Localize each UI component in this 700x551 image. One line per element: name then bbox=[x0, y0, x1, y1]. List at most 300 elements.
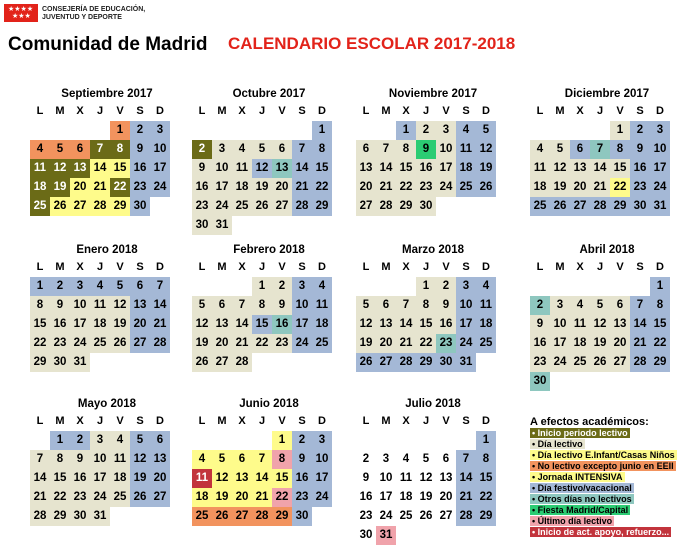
day-cell: 4 bbox=[476, 277, 496, 296]
day-cell: 14 bbox=[150, 296, 170, 315]
day-cell: 30 bbox=[292, 507, 312, 526]
empty-cell bbox=[312, 216, 332, 235]
empty-cell bbox=[110, 507, 130, 526]
empty-cell bbox=[150, 197, 170, 216]
day-cell: 5 bbox=[356, 296, 376, 315]
day-cell: 2 bbox=[292, 431, 312, 450]
day-cell: 25 bbox=[232, 197, 252, 216]
day-cell: 30 bbox=[359, 529, 373, 541]
day-cell: 28 bbox=[232, 353, 252, 372]
day-cell: 8 bbox=[650, 296, 670, 315]
day-cell: 3 bbox=[650, 121, 670, 140]
weekday-header: V bbox=[616, 105, 624, 117]
weekday-header: L bbox=[362, 105, 370, 117]
day-cell: 9 bbox=[416, 140, 436, 159]
empty-cell bbox=[110, 353, 130, 372]
day-cell: 1 bbox=[30, 277, 50, 296]
weekday-header: X bbox=[76, 415, 84, 427]
day-cell: 17 bbox=[550, 334, 570, 353]
empty-cell bbox=[610, 372, 630, 391]
day-cell: 8 bbox=[476, 450, 496, 469]
day-cell: 4 bbox=[90, 277, 110, 296]
empty-cell bbox=[232, 277, 252, 296]
month-name: Mayo 2018 bbox=[77, 398, 137, 410]
day-cell: 6 bbox=[232, 450, 252, 469]
day-cell: 10 bbox=[650, 140, 670, 159]
empty-cell bbox=[232, 216, 252, 235]
month-name: Marzo 2018 bbox=[401, 244, 464, 256]
day-cell: 19 bbox=[130, 469, 150, 488]
day-cell: 10 bbox=[90, 450, 110, 469]
day-cell: 29 bbox=[110, 197, 130, 216]
day-cell: 21 bbox=[376, 178, 396, 197]
empty-cell bbox=[476, 197, 496, 216]
weekday-header: D bbox=[156, 261, 164, 273]
day-cell: 17 bbox=[436, 159, 456, 178]
month-grid bbox=[30, 102, 184, 216]
empty-cell bbox=[396, 277, 416, 296]
day-cell: 29 bbox=[610, 197, 630, 216]
day-cell: 1 bbox=[476, 431, 496, 450]
day-cell: 21 bbox=[232, 334, 252, 353]
empty-cell bbox=[356, 277, 376, 296]
day-cell: 9 bbox=[192, 159, 212, 178]
day-cell: 15 bbox=[50, 469, 70, 488]
day-cell: 19 bbox=[419, 491, 433, 503]
flag-icon: ★★★★ ★★★ bbox=[4, 4, 38, 22]
day-cell: 20 bbox=[570, 178, 590, 197]
empty-cell bbox=[130, 507, 150, 526]
day-cell: 21 bbox=[630, 334, 650, 353]
org-department bbox=[42, 6, 145, 22]
day-cell: 12 bbox=[476, 140, 496, 159]
day-cell: 20 bbox=[150, 469, 170, 488]
month-grid bbox=[30, 412, 184, 526]
day-cell: 23 bbox=[416, 178, 436, 197]
day-cell: 14 bbox=[292, 159, 312, 178]
day-cell: 26 bbox=[590, 353, 610, 372]
day-cell: 23 bbox=[130, 178, 150, 197]
weekday-header: M bbox=[555, 105, 565, 117]
empty-cell bbox=[376, 121, 396, 140]
empty-cell bbox=[272, 121, 292, 140]
day-cell: 18 bbox=[456, 159, 476, 178]
weekday-header: X bbox=[76, 105, 84, 117]
day-cell: 20 bbox=[272, 178, 292, 197]
day-cell: 2 bbox=[436, 277, 456, 296]
weekday-header: J bbox=[96, 105, 104, 117]
empty-cell bbox=[292, 121, 312, 140]
weekday-header: M bbox=[217, 261, 227, 273]
day-cell: 11 bbox=[530, 159, 550, 178]
day-cell: 28 bbox=[292, 197, 312, 216]
day-cell: 27 bbox=[150, 488, 170, 507]
legend-title: A efectos académicos: bbox=[530, 416, 649, 428]
day-cell: 3 bbox=[212, 140, 232, 159]
legend-item bbox=[530, 483, 698, 494]
day-cell: 19 bbox=[476, 159, 496, 178]
day-cell: 13 bbox=[610, 315, 630, 334]
day-cell: 6 bbox=[376, 296, 396, 315]
day-cell: 18 bbox=[312, 315, 332, 334]
empty-cell bbox=[252, 431, 272, 450]
empty-cell bbox=[630, 372, 650, 391]
day-cell: 25 bbox=[399, 510, 413, 522]
empty-cell bbox=[456, 526, 476, 545]
weekday-header: X bbox=[238, 415, 246, 427]
day-cell: 20 bbox=[439, 491, 453, 503]
day-cell: 6 bbox=[70, 140, 90, 159]
day-cell: 26 bbox=[130, 488, 150, 507]
empty-cell bbox=[610, 277, 630, 296]
day-cell: 4 bbox=[402, 453, 410, 465]
day-cell: 20 bbox=[356, 178, 376, 197]
day-cell: 15 bbox=[312, 159, 332, 178]
empty-cell bbox=[292, 353, 312, 372]
day-cell: 9 bbox=[630, 140, 650, 159]
day-cell: 25 bbox=[192, 507, 212, 526]
weekday-header: S bbox=[462, 105, 470, 117]
day-cell: 12 bbox=[130, 450, 150, 469]
day-cell: 23 bbox=[530, 353, 550, 372]
day-cell: 12 bbox=[356, 315, 376, 334]
day-cell: 12 bbox=[550, 159, 570, 178]
day-cell: 16 bbox=[436, 315, 456, 334]
empty-cell bbox=[192, 121, 212, 140]
empty-cell bbox=[252, 121, 272, 140]
month-name: Diciembre 2017 bbox=[564, 88, 650, 100]
weekday-header: J bbox=[422, 105, 430, 117]
weekday-header: J bbox=[258, 415, 266, 427]
legend-item bbox=[530, 439, 698, 450]
day-cell: 14 bbox=[630, 315, 650, 334]
month-name: Febrero 2018 bbox=[233, 244, 305, 256]
day-cell: 28 bbox=[90, 197, 110, 216]
day-cell: 15 bbox=[416, 315, 436, 334]
day-cell: 3 bbox=[70, 277, 90, 296]
day-cell: 29 bbox=[416, 353, 436, 372]
empty-cell bbox=[436, 526, 456, 545]
empty-cell bbox=[396, 526, 416, 545]
weekday-header: M bbox=[555, 261, 565, 273]
legend-label: • Día lectivo bbox=[532, 439, 583, 449]
day-cell: 20 bbox=[376, 334, 396, 353]
day-cell: 28 bbox=[456, 507, 476, 526]
weekday-header: D bbox=[156, 105, 164, 117]
day-cell: 14 bbox=[376, 159, 396, 178]
day-cell: 17 bbox=[90, 469, 110, 488]
day-cell: 15 bbox=[476, 469, 496, 488]
weekday-header: M bbox=[55, 105, 65, 117]
empty-cell bbox=[456, 431, 476, 450]
day-cell: 23 bbox=[630, 178, 650, 197]
day-cell: 2 bbox=[192, 140, 212, 159]
month-grid bbox=[192, 258, 346, 372]
legend-label: • Día festivo/vacacional bbox=[532, 483, 632, 493]
month-5 bbox=[192, 242, 346, 372]
weekday-header: M bbox=[381, 105, 391, 117]
day-cell: 6 bbox=[356, 140, 376, 159]
day-cell: 29 bbox=[476, 507, 496, 526]
weekday-header: D bbox=[318, 105, 326, 117]
day-cell: 13 bbox=[272, 159, 292, 178]
empty-cell bbox=[650, 372, 670, 391]
legend-label: • No lectivo excepto junio en EEII bbox=[532, 461, 674, 471]
weekday-header: M bbox=[217, 105, 227, 117]
weekday-header: S bbox=[636, 261, 644, 273]
day-cell: 11 bbox=[232, 159, 252, 178]
day-cell: 27 bbox=[272, 197, 292, 216]
day-cell: 15 bbox=[272, 469, 292, 488]
day-cell: 16 bbox=[70, 469, 90, 488]
day-cell: 30 bbox=[130, 197, 150, 216]
day-cell: 13 bbox=[70, 159, 90, 178]
day-cell: 16 bbox=[416, 159, 436, 178]
day-cell: 23 bbox=[192, 197, 212, 216]
day-cell: 16 bbox=[192, 178, 212, 197]
weekday-header: J bbox=[258, 261, 266, 273]
weekday-header: V bbox=[442, 261, 450, 273]
day-cell: 24 bbox=[90, 488, 110, 507]
weekday-header: L bbox=[536, 261, 544, 273]
day-cell: 5 bbox=[476, 121, 496, 140]
day-cell: 8 bbox=[396, 140, 416, 159]
day-cell: 30 bbox=[416, 197, 436, 216]
day-cell: 1 bbox=[272, 431, 292, 450]
day-cell: 20 bbox=[70, 178, 90, 197]
day-cell: 13 bbox=[130, 296, 150, 315]
day-cell: 16 bbox=[292, 469, 312, 488]
day-cell: 27 bbox=[356, 197, 376, 216]
month-name: Septiembre 2017 bbox=[61, 88, 153, 100]
weekday-header: J bbox=[96, 415, 104, 427]
day-cell: 9 bbox=[130, 140, 150, 159]
legend-item bbox=[530, 527, 698, 538]
weekday-header: J bbox=[96, 261, 104, 273]
empty-cell bbox=[476, 526, 496, 545]
day-cell: 23 bbox=[292, 488, 312, 507]
empty-cell bbox=[150, 507, 170, 526]
day-cell: 11 bbox=[110, 450, 130, 469]
weekday-header: J bbox=[596, 261, 604, 273]
day-cell: 16 bbox=[130, 159, 150, 178]
day-cell: 27 bbox=[439, 510, 453, 522]
day-cell: 2 bbox=[272, 277, 292, 296]
org-department-line-1: CONSEJERÍA DE EDUCACIÓN, bbox=[42, 6, 146, 13]
month-0 bbox=[30, 86, 184, 216]
day-cell: 16 bbox=[530, 334, 550, 353]
day-cell: 4 bbox=[110, 431, 130, 450]
weekday-header: V bbox=[278, 261, 286, 273]
day-cell: 11 bbox=[456, 140, 476, 159]
empty-cell bbox=[272, 216, 292, 235]
day-cell: 12 bbox=[590, 315, 610, 334]
day-cell: 11 bbox=[192, 469, 212, 488]
day-cell: 20 bbox=[610, 334, 630, 353]
month-6 bbox=[356, 242, 510, 372]
day-cell: 30 bbox=[436, 353, 456, 372]
month-10 bbox=[356, 396, 510, 545]
day-cell: 1 bbox=[610, 121, 630, 140]
day-cell: 26 bbox=[419, 510, 433, 522]
empty-cell bbox=[30, 121, 50, 140]
day-cell: 4 bbox=[30, 140, 50, 159]
weekday-header: X bbox=[76, 261, 84, 273]
empty-cell bbox=[416, 431, 436, 450]
day-cell: 10 bbox=[436, 140, 456, 159]
day-cell: 27 bbox=[376, 353, 396, 372]
day-cell: 31 bbox=[376, 526, 396, 545]
day-cell: 25 bbox=[456, 178, 476, 197]
day-cell: 12 bbox=[50, 159, 70, 178]
day-cell: 31 bbox=[70, 353, 90, 372]
day-cell: 24 bbox=[456, 334, 476, 353]
day-cell: 7 bbox=[456, 450, 476, 469]
day-cell: 11 bbox=[476, 296, 496, 315]
day-cell: 27 bbox=[130, 334, 150, 353]
day-cell: 17 bbox=[70, 315, 90, 334]
day-cell: 7 bbox=[252, 450, 272, 469]
day-cell: 24 bbox=[436, 178, 456, 197]
day-cell: 6 bbox=[442, 453, 450, 465]
month-grid bbox=[356, 258, 510, 372]
day-cell: 17 bbox=[312, 469, 332, 488]
day-cell: 22 bbox=[252, 334, 272, 353]
month-grid bbox=[192, 412, 346, 526]
empty-cell bbox=[192, 431, 212, 450]
day-cell: 29 bbox=[272, 507, 292, 526]
day-cell: 4 bbox=[232, 140, 252, 159]
day-cell: 2 bbox=[50, 277, 70, 296]
day-cell: 4 bbox=[570, 296, 590, 315]
day-cell: 28 bbox=[376, 197, 396, 216]
day-cell: 9 bbox=[436, 296, 456, 315]
empty-cell bbox=[312, 507, 332, 526]
day-cell: 8 bbox=[272, 450, 292, 469]
day-cell: 24 bbox=[379, 510, 393, 522]
day-cell: 18 bbox=[192, 488, 212, 507]
day-cell: 10 bbox=[212, 159, 232, 178]
day-cell: 30 bbox=[530, 372, 550, 391]
weekday-header: V bbox=[442, 415, 450, 427]
day-cell: 18 bbox=[110, 469, 130, 488]
day-cell: 3 bbox=[150, 121, 170, 140]
legend-label: • Día lectivo E.Infant/Casas Niños bbox=[532, 450, 675, 460]
legend-item bbox=[530, 516, 698, 527]
day-cell: 9 bbox=[272, 296, 292, 315]
day-cell: 27 bbox=[610, 353, 630, 372]
weekday-header: J bbox=[596, 105, 604, 117]
day-cell: 28 bbox=[590, 197, 610, 216]
day-cell: 7 bbox=[376, 140, 396, 159]
legend-item bbox=[530, 494, 698, 505]
day-cell: 13 bbox=[439, 472, 453, 484]
day-cell: 22 bbox=[650, 334, 670, 353]
day-cell: 29 bbox=[30, 353, 50, 372]
day-cell: 15 bbox=[610, 159, 630, 178]
legend-items bbox=[530, 428, 698, 538]
day-cell: 17 bbox=[212, 178, 232, 197]
weekday-header: S bbox=[136, 261, 144, 273]
day-cell: 22 bbox=[30, 334, 50, 353]
day-cell: 14 bbox=[30, 469, 50, 488]
empty-cell bbox=[292, 216, 312, 235]
empty-cell bbox=[376, 277, 396, 296]
page-title: CALENDARIO ESCOLAR 2017-2018 bbox=[228, 34, 516, 53]
month-name: Octubre 2017 bbox=[232, 88, 306, 100]
day-cell: 7 bbox=[232, 296, 252, 315]
day-cell: 12 bbox=[110, 296, 130, 315]
empty-cell bbox=[436, 431, 456, 450]
day-cell: 22 bbox=[610, 178, 630, 197]
day-cell: 6 bbox=[570, 140, 590, 159]
day-cell: 6 bbox=[610, 296, 630, 315]
day-cell: 10 bbox=[312, 450, 332, 469]
day-cell: 7 bbox=[30, 450, 50, 469]
day-cell: 21 bbox=[292, 178, 312, 197]
day-cell: 27 bbox=[232, 507, 252, 526]
day-cell: 5 bbox=[590, 296, 610, 315]
day-cell: 18 bbox=[232, 178, 252, 197]
weekday-header: J bbox=[422, 415, 430, 427]
day-cell: 11 bbox=[30, 159, 50, 178]
weekday-header: L bbox=[36, 261, 44, 273]
day-cell: 21 bbox=[30, 488, 50, 507]
day-cell: 12 bbox=[212, 469, 232, 488]
empty-cell bbox=[570, 121, 590, 140]
day-cell: 25 bbox=[530, 197, 550, 216]
weekday-header: S bbox=[462, 261, 470, 273]
empty-cell bbox=[570, 277, 590, 296]
empty-cell bbox=[550, 121, 570, 140]
day-cell: 5 bbox=[550, 140, 570, 159]
empty-cell bbox=[212, 277, 232, 296]
weekday-header: D bbox=[156, 415, 164, 427]
day-cell: 31 bbox=[212, 216, 232, 235]
weekday-header: X bbox=[402, 261, 410, 273]
month-2 bbox=[356, 86, 510, 216]
day-cell: 24 bbox=[550, 353, 570, 372]
empty-cell bbox=[130, 353, 150, 372]
day-cell: 14 bbox=[232, 315, 252, 334]
empty-cell bbox=[356, 431, 376, 450]
weekday-header: S bbox=[298, 261, 306, 273]
day-cell: 1 bbox=[312, 121, 332, 140]
weekday-header: D bbox=[656, 105, 664, 117]
weekday-header: M bbox=[217, 415, 227, 427]
day-cell: 4 bbox=[456, 121, 476, 140]
day-cell: 18 bbox=[570, 334, 590, 353]
day-cell: 1 bbox=[50, 431, 70, 450]
day-cell: 14 bbox=[456, 469, 476, 488]
day-cell: 24 bbox=[292, 334, 312, 353]
day-cell: 26 bbox=[550, 197, 570, 216]
day-cell: 19 bbox=[252, 178, 272, 197]
day-cell: 15 bbox=[650, 315, 670, 334]
day-cell: 3 bbox=[382, 453, 390, 465]
day-cell: 21 bbox=[90, 178, 110, 197]
day-cell: 25 bbox=[570, 353, 590, 372]
weekday-header: J bbox=[422, 261, 430, 273]
day-cell: 10 bbox=[150, 140, 170, 159]
day-cell: 5 bbox=[130, 431, 150, 450]
weekday-header: M bbox=[55, 415, 65, 427]
day-cell: 19 bbox=[212, 488, 232, 507]
day-cell: 1 bbox=[416, 277, 436, 296]
weekday-header: M bbox=[55, 261, 65, 273]
day-cell: 22 bbox=[312, 178, 332, 197]
day-cell: 24 bbox=[312, 488, 332, 507]
